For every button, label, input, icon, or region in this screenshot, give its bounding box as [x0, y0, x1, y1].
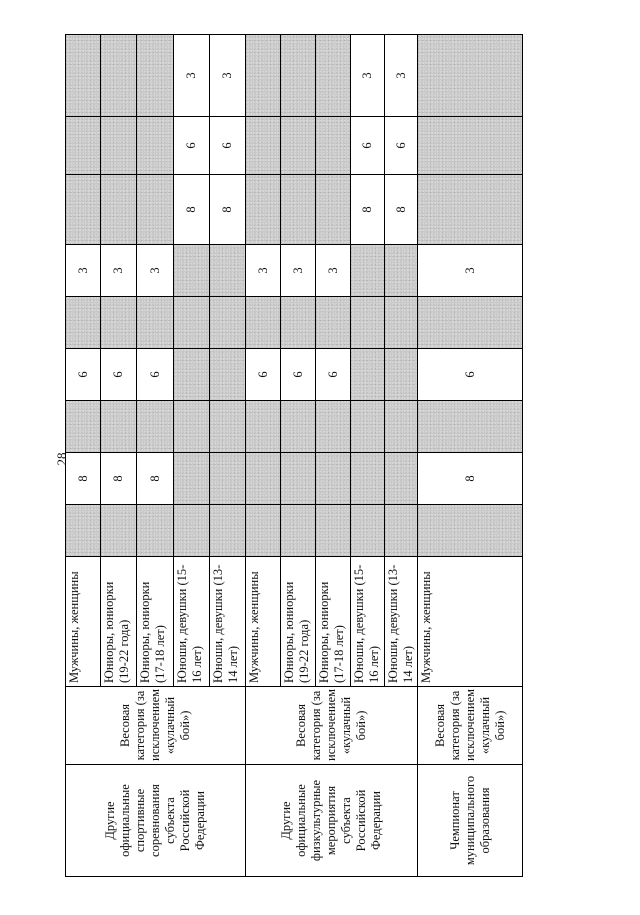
value-cell: [418, 297, 523, 349]
value-cell: [351, 453, 385, 505]
value-cell: [66, 117, 101, 175]
value-cell: 6: [418, 349, 523, 401]
value-cell: [246, 401, 281, 453]
value-cell: [137, 401, 174, 453]
value-cell: [101, 175, 137, 245]
value-cell: 6: [385, 117, 418, 175]
discipline-label: Весовая категория (за исключением «кулачный бой»): [418, 687, 523, 765]
value-cell: 8: [174, 175, 210, 245]
value-cell: [281, 505, 316, 557]
value-cell: [351, 401, 385, 453]
discipline-label: Весовая категория (за исключением «кулачный бой»): [66, 687, 246, 765]
value-cell: 6: [210, 117, 246, 175]
value-cell: [101, 401, 137, 453]
value-cell: [385, 297, 418, 349]
age-group: Юноши, девушки (15-16 лет): [351, 557, 385, 687]
value-cell: [316, 453, 351, 505]
value-cell: [137, 175, 174, 245]
value-cell: 6: [66, 349, 101, 401]
value-cell: [316, 35, 351, 117]
value-cell: 3: [137, 245, 174, 297]
value-cell: [101, 35, 137, 117]
value-cell: [66, 297, 101, 349]
value-cell: [174, 453, 210, 505]
event-name: Другие официальные спортивные соревнования субъекта Российской Федерации: [66, 765, 246, 877]
value-cell: 6: [316, 349, 351, 401]
value-cell: [316, 175, 351, 245]
discipline-label: Весовая категория (за исключением «кулачный бой»): [246, 687, 418, 765]
value-cell: [281, 453, 316, 505]
event-name: Чемпионат муниципального образования: [418, 765, 523, 877]
value-cell: [385, 349, 418, 401]
age-group: Юноши, девушки (15-16 лет): [174, 557, 210, 687]
value-cell: [281, 35, 316, 117]
age-group: Мужчины, женщины: [66, 557, 101, 687]
value-cell: 8: [101, 453, 137, 505]
age-group: Юниоры, юниорки (19-22 года): [101, 557, 137, 687]
value-cell: 8: [210, 175, 246, 245]
value-cell: [210, 297, 246, 349]
table-row: [66, 35, 101, 877]
value-cell: 3: [246, 245, 281, 297]
value-cell: [66, 505, 101, 557]
value-cell: 6: [281, 349, 316, 401]
value-cell: [246, 505, 281, 557]
value-cell: [210, 505, 246, 557]
value-cell: 8: [418, 453, 523, 505]
value-cell: 8: [66, 453, 101, 505]
value-cell: [137, 117, 174, 175]
value-cell: [316, 505, 351, 557]
value-cell: [385, 505, 418, 557]
value-cell: 3: [66, 245, 101, 297]
value-cell: [101, 505, 137, 557]
value-cell: 3: [281, 245, 316, 297]
value-cell: [316, 297, 351, 349]
value-cell: 3: [316, 245, 351, 297]
value-cell: [281, 297, 316, 349]
value-cell: [246, 297, 281, 349]
value-cell: [174, 297, 210, 349]
event-name: Другие официальные физкультурные мероприятия субъекта Российской Федерации: [246, 765, 418, 877]
value-cell: 8: [385, 175, 418, 245]
value-cell: [137, 35, 174, 117]
page-number: 28: [54, 452, 69, 466]
value-cell: [316, 401, 351, 453]
value-cell: 8: [137, 453, 174, 505]
age-group: Юниоры, юниорки (19-22 года): [281, 557, 316, 687]
value-cell: [66, 401, 101, 453]
value-cell: 6: [101, 349, 137, 401]
value-cell: [66, 35, 101, 117]
value-cell: [418, 117, 523, 175]
value-cell: [385, 245, 418, 297]
value-cell: [316, 117, 351, 175]
value-cell: [101, 297, 137, 349]
value-cell: [418, 505, 523, 557]
value-cell: 3: [351, 35, 385, 117]
value-cell: 3: [385, 35, 418, 117]
value-cell: [137, 297, 174, 349]
value-cell: [351, 349, 385, 401]
age-group: Юноши, девушки (13-14 лет): [210, 557, 246, 687]
value-cell: [385, 401, 418, 453]
value-cell: 6: [351, 117, 385, 175]
value-cell: [281, 401, 316, 453]
value-cell: [101, 117, 137, 175]
table-row: [246, 35, 281, 877]
value-cell: [137, 505, 174, 557]
value-cell: 6: [246, 349, 281, 401]
age-group: Мужчины, женщины: [418, 557, 523, 687]
age-group: Юноши, девушки (13-14 лет): [385, 557, 418, 687]
age-group: Мужчины, женщины: [246, 557, 281, 687]
value-cell: [246, 117, 281, 175]
age-group: Юниоры, юниорки (17-18 лет): [137, 557, 174, 687]
value-cell: [385, 453, 418, 505]
value-cell: [210, 401, 246, 453]
value-cell: [281, 175, 316, 245]
value-cell: 6: [137, 349, 174, 401]
value-cell: 3: [101, 245, 137, 297]
value-cell: [174, 245, 210, 297]
value-cell: [210, 349, 246, 401]
value-cell: [418, 401, 523, 453]
value-cell: 3: [418, 245, 523, 297]
table-row: [418, 35, 523, 877]
value-cell: [351, 245, 385, 297]
value-cell: [246, 453, 281, 505]
value-cell: [351, 505, 385, 557]
value-cell: [174, 401, 210, 453]
sports-ranking-table: [65, 34, 523, 877]
value-cell: [418, 175, 523, 245]
value-cell: [210, 453, 246, 505]
rotated-table-wrapper: [65, 35, 521, 877]
value-cell: [174, 349, 210, 401]
value-cell: [246, 35, 281, 117]
value-cell: 3: [174, 35, 210, 117]
value-cell: 8: [351, 175, 385, 245]
value-cell: 3: [210, 35, 246, 117]
value-cell: [281, 117, 316, 175]
value-cell: [351, 297, 385, 349]
value-cell: [210, 245, 246, 297]
value-cell: [418, 35, 523, 117]
value-cell: 6: [174, 117, 210, 175]
value-cell: [66, 175, 101, 245]
age-group: Юниоры, юниорки (17-18 лет): [316, 557, 351, 687]
value-cell: [246, 175, 281, 245]
value-cell: [174, 505, 210, 557]
